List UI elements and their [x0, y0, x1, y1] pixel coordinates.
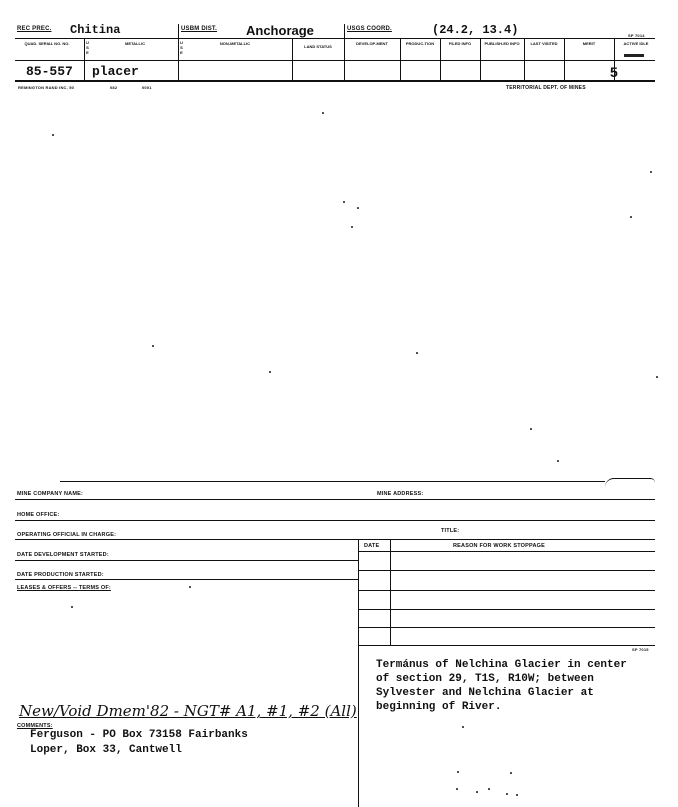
stoppage-rule [358, 570, 655, 571]
form-rule [15, 579, 358, 580]
speck [557, 460, 559, 462]
form-number: SP 7014 [628, 33, 645, 38]
col-divider [440, 38, 441, 80]
home-office-label: HOME OFFICE: [17, 512, 60, 518]
col-development: DEVELOP-MENT [356, 41, 388, 46]
metallic-value: placer [92, 64, 139, 79]
card-edge-rule [60, 481, 605, 482]
handwritten-note: New/Void Dmem'82 - NGT# A1, #1, #2 (All) [19, 702, 357, 720]
printer-imprint: REMINGTON RAND INC. 50 [18, 85, 75, 90]
stoppage-rule [358, 645, 655, 646]
col-published-info: PUBLISH-ED INFO [484, 41, 520, 46]
col-land-status: LAND STATUS [304, 44, 332, 49]
speck [357, 207, 359, 209]
speck [71, 606, 73, 608]
comments-label: COMMENTS: [17, 723, 53, 729]
speck [189, 586, 191, 588]
territorial-dept: TERRITORIAL DEPT. OF MINES [506, 85, 586, 91]
header-mid-rule [15, 60, 655, 61]
form-rule [15, 520, 655, 521]
quad-serial-value: 85-557 [26, 64, 73, 79]
card-corner-curl [605, 478, 655, 487]
rec-prec-label: REC PREC. [17, 26, 52, 32]
col-quad-serial: QUAD. SERIAL NO. NO. [24, 41, 70, 46]
form-rule [15, 539, 655, 540]
speck [650, 171, 652, 173]
header-bottom-rule [15, 80, 655, 82]
location-note-line: of section 29, T1S, R10W; between [376, 673, 594, 685]
speck [343, 201, 345, 203]
location-note-line: Termánus of Nelchina Glacier in center [376, 659, 627, 671]
speck [457, 771, 459, 773]
form-center-divider [358, 539, 359, 807]
speck [488, 788, 490, 790]
speck [52, 134, 54, 136]
col-divider [84, 38, 85, 80]
speck [456, 788, 458, 790]
stoppage-rule [358, 627, 655, 628]
printer-code: 0001 [142, 85, 152, 90]
location-note [376, 658, 627, 714]
col-divider [178, 38, 179, 80]
speck [656, 376, 658, 378]
speck [630, 216, 632, 218]
idle-mark [624, 54, 644, 57]
col-last-visited: LAST VISITED [530, 41, 558, 46]
speck [269, 371, 271, 373]
active-idle-value: 5 [610, 64, 618, 80]
speck [152, 345, 154, 347]
comment-line: Ferguson - PO Box 73158 Fairbanks [30, 729, 248, 741]
col-divider [480, 38, 481, 80]
location-note-line: beginning of River. [376, 701, 502, 713]
speck [476, 791, 478, 793]
speck [530, 428, 532, 430]
mine-address-label: MINE ADDRESS: [377, 491, 424, 497]
stoppage-rule [358, 609, 655, 610]
col-active-idle: ACTIVE IDLE [623, 41, 649, 46]
header-divider [344, 24, 345, 38]
col-divider [400, 38, 401, 80]
header-divider [178, 24, 179, 38]
usbm-dist-value: Anchorage [246, 23, 314, 38]
stoppage-rule [358, 551, 655, 552]
operating-official-label: OPERATING OFFICIAL IN CHARGE: [17, 532, 117, 538]
comments-block [30, 728, 248, 758]
col-non-metallic: NON-METALLIC [219, 41, 251, 46]
stoppage-reason-header: REASON FOR WORK STOPPAGE [453, 543, 545, 549]
col-use-metallic: U S E [86, 40, 89, 55]
col-divider [524, 38, 525, 80]
form-rule [15, 560, 358, 561]
col-divider [292, 38, 293, 80]
title-label: TITLE: [441, 528, 460, 534]
form-rule [15, 499, 655, 500]
col-filed-info: FILED INFO [448, 41, 472, 46]
date-production-label: DATE PRODUCTION STARTED: [17, 572, 104, 578]
col-metallic: METALLIC [125, 41, 145, 46]
mine-company-name-label: MINE COMPANY NAME: [17, 491, 84, 497]
usbm-dist-label: USBM DIST. [181, 26, 218, 32]
leases-offers-label: LEASES & OFFERS -- TERMS OF: [17, 585, 111, 591]
speck [462, 726, 464, 728]
col-production: PRODUC-TION [405, 41, 435, 46]
speck [351, 226, 353, 228]
speck [506, 793, 508, 795]
speck [516, 794, 518, 796]
usgs-coord-label: USGS COORD. [347, 26, 392, 32]
speck [510, 772, 512, 774]
col-divider [564, 38, 565, 80]
location-note-line: Sylvester and Nelchina Glacier at [376, 687, 594, 699]
header-top-rule [15, 38, 655, 39]
speck [416, 352, 418, 354]
usgs-coord-value: (24.2, 13.4) [432, 23, 519, 37]
form-number-2: SP 7015 [632, 647, 649, 652]
stoppage-rule [358, 590, 655, 591]
printer-code: 082 [110, 85, 118, 90]
speck [322, 112, 324, 114]
stoppage-col-divider [390, 539, 391, 645]
col-use-nonmetallic: U S E [180, 40, 183, 55]
col-merit: MERIT [582, 41, 596, 46]
comment-line: Loper, Box 33, Cantwell [30, 744, 182, 756]
col-divider [344, 38, 345, 80]
date-development-label: DATE DEVELOPMENT STARTED: [17, 552, 109, 558]
stoppage-date-header: DATE [364, 543, 380, 549]
rec-prec-value: Chitina [70, 23, 121, 37]
